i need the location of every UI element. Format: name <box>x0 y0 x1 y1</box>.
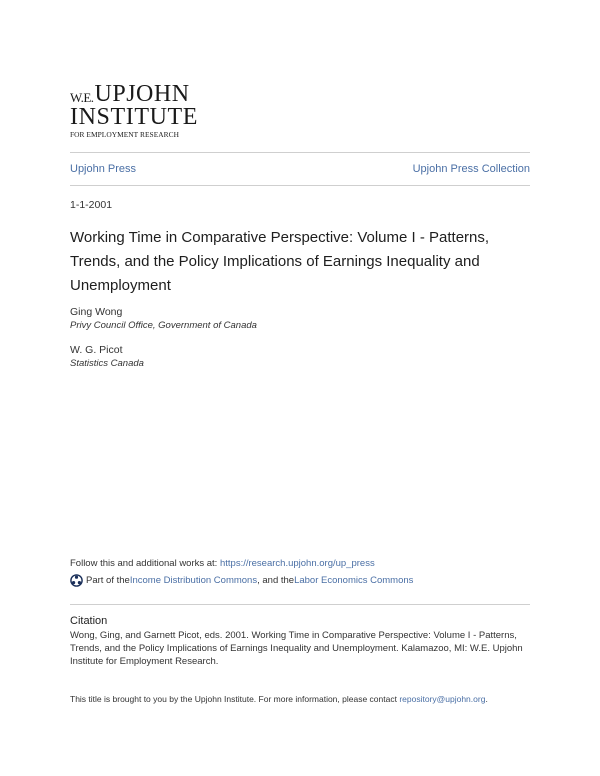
footer-end: . <box>485 694 488 704</box>
publication-date: 1-1-2001 <box>70 199 113 211</box>
logo-upjohn: UPJOHN <box>94 81 190 107</box>
author-entry <box>70 306 257 332</box>
footer-notice <box>70 694 488 704</box>
upjohn-institute-logo <box>70 82 200 139</box>
part-of-middle: , and the <box>257 575 295 586</box>
author-name: W. G. Picot <box>70 344 123 356</box>
logo-we: W.E. <box>70 90 94 105</box>
collection-links <box>70 163 530 175</box>
author-affiliation: Privy Council Office, Government of Canada <box>70 320 257 331</box>
footer-text: This title is brought to you by the Upjohn Institute. For more information, please contact <box>70 694 400 704</box>
follow-line <box>70 558 375 569</box>
repository-email-link[interactable]: repository@upjohn.org <box>399 694 486 704</box>
network-commons-icon <box>70 574 83 587</box>
part-of-line <box>70 574 413 587</box>
labor-economics-commons-link[interactable]: Labor Economics Commons <box>294 575 414 586</box>
author-affiliation: Statistics Canada <box>70 358 144 369</box>
author-name: Ging Wong <box>70 306 123 318</box>
upjohn-press-link[interactable]: Upjohn Press <box>70 163 137 175</box>
citation-heading: Citation <box>70 615 108 627</box>
logo-tagline: FOR EMPLOYMENT RESEARCH <box>70 130 180 139</box>
document-title: Working Time in Comparative Perspective: Volume I - Patterns, Trends, and the Policy Implications of Earnings Inequality and Unemployment <box>70 229 490 294</box>
income-distribution-commons-link[interactable]: Income Distribution Commons <box>129 575 258 586</box>
upjohn-press-collection-link[interactable]: Upjohn Press Collection <box>412 163 530 175</box>
logo-institute: INSTITUTE <box>70 104 199 130</box>
author-entry <box>70 344 144 370</box>
divider-top <box>70 152 530 153</box>
divider-citation <box>70 604 530 605</box>
divider-nav <box>70 185 530 186</box>
part-of-prefix: Part of the <box>86 575 130 586</box>
up-press-url-link[interactable]: https://research.upjohn.org/up_press <box>219 558 375 569</box>
citation-text: Wong, Ging, and Garnett Picot, eds. 2001. Working Time in Comparative Perspective: Volume I - Patterns, Trends, and the Policy Implications of Earnings Inequality and Unemployment. Kalamazoo, MI: W.E. Upjohn Institute for Employment Research. <box>70 630 523 667</box>
follow-text: Follow this and additional works at: <box>70 558 220 569</box>
